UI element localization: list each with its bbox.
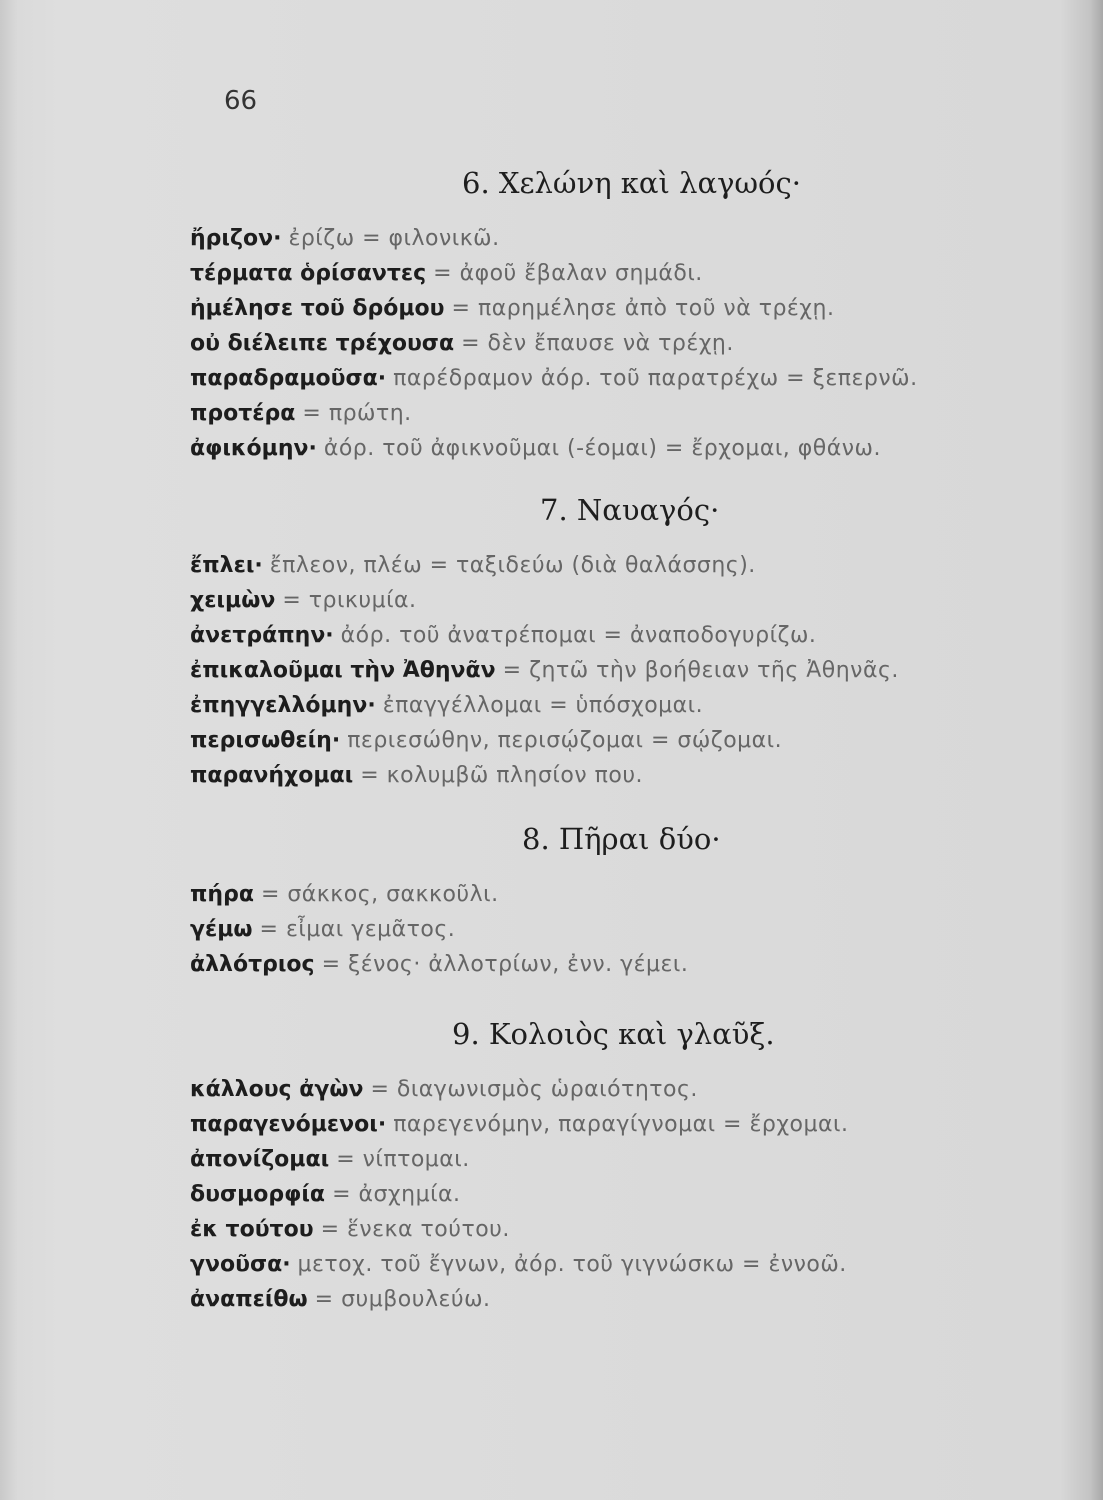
gloss-text: ἀόρ. τοῦ ἀφικνοῦμαι (-έομαι) = ἔρχομαι, φθάνω. bbox=[323, 436, 881, 461]
gloss-text: = ἀφοῦ ἔβαλαν σημάδι. bbox=[433, 261, 703, 286]
gloss-line bbox=[190, 588, 417, 613]
gloss-line bbox=[190, 882, 499, 907]
gloss-text: = ξένος· ἀλλοτρίων, ἐνν. γέμει. bbox=[321, 952, 689, 977]
gloss-line bbox=[190, 331, 734, 356]
gloss-term: ἤριζον· bbox=[190, 226, 282, 251]
gloss-term: παρανήχομαι bbox=[190, 763, 354, 788]
gloss-text: = σάκκος, σακκοῦλι. bbox=[260, 882, 499, 907]
gloss-line bbox=[190, 763, 643, 788]
gloss-line bbox=[190, 1252, 847, 1277]
gloss-term: ἀνετράπην· bbox=[190, 623, 334, 648]
gloss-line bbox=[190, 226, 500, 251]
gloss-line bbox=[190, 693, 703, 718]
gloss-line bbox=[190, 366, 918, 391]
gloss-line bbox=[190, 296, 834, 321]
gloss-term: ἐπικαλοῦμαι τὴν Ἀθηνᾶν bbox=[190, 658, 496, 683]
section-title: 6. Χελώνη καὶ λαγωός· bbox=[462, 166, 801, 200]
gloss-text: = τρικυμία. bbox=[282, 588, 417, 613]
gloss-term: παραγενόμενοι· bbox=[190, 1112, 387, 1137]
gloss-term: οὐ διέλειπε τρέχουσα bbox=[190, 331, 455, 356]
gloss-text: = ζητῶ τὴν βοήθειαν τῆς Ἀθηνᾶς. bbox=[502, 658, 899, 683]
gloss-line bbox=[190, 1077, 698, 1102]
gloss-term: ἔπλει· bbox=[190, 553, 263, 578]
gloss-text: παρέδραμον ἀόρ. τοῦ παρατρέχω = ξεπερνῶ. bbox=[393, 366, 918, 391]
gloss-term: γέμω bbox=[190, 917, 253, 942]
gloss-text: παρεγενόμην, παραγίγνομαι = ἔρχομαι. bbox=[393, 1112, 849, 1137]
gloss-text: ἀόρ. τοῦ ἀνατρέπομαι = ἀναποδογυρίζω. bbox=[340, 623, 817, 648]
gloss-text: = ἀσχημία. bbox=[332, 1182, 461, 1207]
gloss-term: γνοῦσα· bbox=[190, 1252, 291, 1277]
gloss-term: πήρα bbox=[190, 882, 254, 907]
gloss-term: ἀπονίζομαι bbox=[190, 1147, 330, 1172]
gloss-term: ἀλλότριος bbox=[190, 952, 315, 977]
gloss-text: = συμβουλεύω. bbox=[314, 1287, 491, 1312]
gloss-term: κάλλους ἀγὼν bbox=[190, 1077, 364, 1102]
gloss-text: = δὲν ἔπαυσε νὰ τρέχῃ. bbox=[461, 331, 734, 356]
gloss-text: = παρημέλησε ἀπὸ τοῦ νὰ τρέχῃ. bbox=[451, 296, 835, 321]
gloss-text: ἐπαγγέλλομαι = ὑπόσχομαι. bbox=[382, 693, 704, 718]
gloss-line bbox=[190, 917, 455, 942]
gloss-term: ἐπηγγελλόμην· bbox=[190, 693, 376, 718]
gloss-line bbox=[190, 623, 816, 648]
gloss-text: = διαγωνισμὸς ὡραιότητος. bbox=[370, 1077, 698, 1102]
gloss-line bbox=[190, 261, 703, 286]
gloss-text: ἐρίζω = φιλονικῶ. bbox=[288, 226, 500, 251]
gloss-term: περισωθείη· bbox=[190, 728, 341, 753]
gloss-term: ἠμέλησε τοῦ δρόμου bbox=[190, 296, 445, 321]
page-number: 66 bbox=[224, 86, 258, 116]
gloss-text: μετοχ. τοῦ ἔγνων, ἀόρ. τοῦ γιγνώσκω = ἐννοῶ. bbox=[297, 1252, 847, 1277]
gloss-term: δυσμορφία bbox=[190, 1182, 326, 1207]
gloss-text: = εἶμαι γεμᾶτος. bbox=[259, 917, 456, 942]
gloss-line bbox=[190, 553, 756, 578]
gloss-line bbox=[190, 1147, 470, 1172]
gloss-term: τέρματα ὁρίσαντες bbox=[190, 261, 427, 286]
gloss-term: ἐκ τούτου bbox=[190, 1217, 314, 1242]
gloss-line bbox=[190, 728, 782, 753]
gloss-text: = νίπτομαι. bbox=[336, 1147, 470, 1172]
gloss-line bbox=[190, 1112, 848, 1137]
gloss-term: χειμὼν bbox=[190, 588, 276, 613]
gloss-line bbox=[190, 1182, 461, 1207]
gloss-text: = ἕνεκα τούτου. bbox=[320, 1217, 510, 1242]
gloss-text: = κολυμβῶ πλησίον που. bbox=[360, 763, 644, 788]
gloss-line bbox=[190, 1217, 510, 1242]
gloss-term: προτέρα bbox=[190, 401, 296, 426]
gloss-line bbox=[190, 658, 899, 683]
gloss-term: παραδραμοῦσα· bbox=[190, 366, 387, 391]
gloss-line bbox=[190, 401, 412, 426]
gloss-term: ἀναπείθω bbox=[190, 1287, 308, 1312]
gloss-text: ἔπλεον, πλέω = ταξιδεύω (διὰ θαλάσσης). bbox=[269, 553, 756, 578]
gloss-line bbox=[190, 436, 881, 461]
section-title: 9. Κολοιὸς καὶ γλαῦξ. bbox=[452, 1017, 775, 1051]
gloss-text: = πρώτη. bbox=[302, 401, 412, 426]
gloss-line bbox=[190, 952, 688, 977]
section-title: 8. Πῆραι δύο· bbox=[522, 822, 721, 856]
section-title: 7. Ναυαγός· bbox=[540, 493, 720, 527]
gloss-text: περιεσώθην, περισῴζομαι = σῴζομαι. bbox=[347, 728, 783, 753]
gloss-line bbox=[190, 1287, 491, 1312]
gloss-term: ἀφικόμην· bbox=[190, 436, 317, 461]
